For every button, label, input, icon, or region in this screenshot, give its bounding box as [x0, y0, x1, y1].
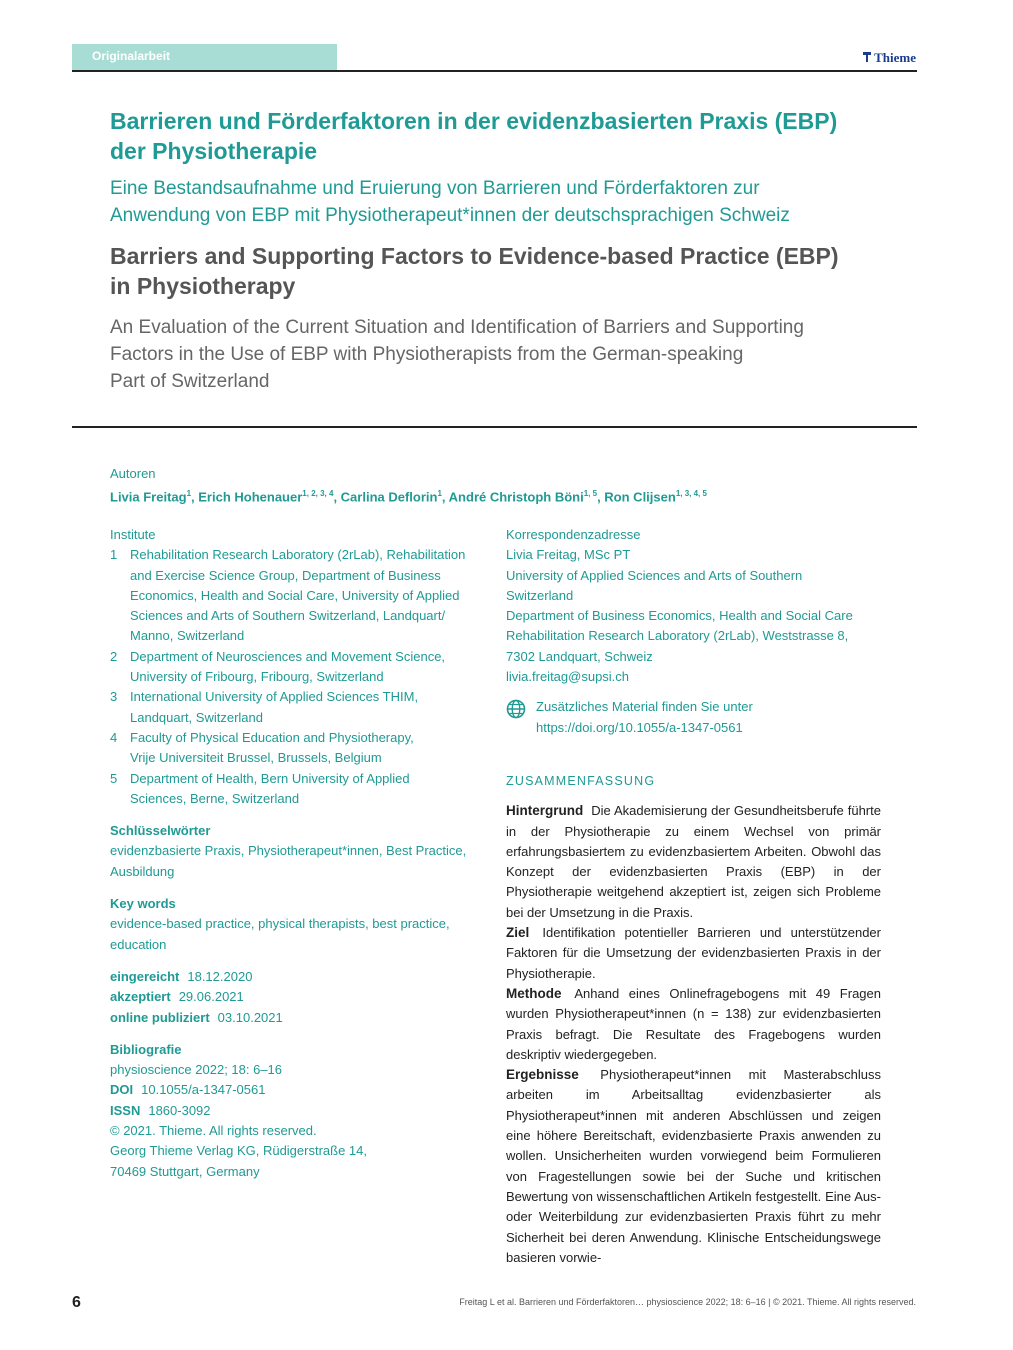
- keywords-de-label: Schlüsselwörter: [110, 823, 211, 839]
- institute-item: 2 Department of Neurosciences and Movement Science, University of Fribourg, Fribourg, Switzerland: [110, 648, 446, 685]
- correspondence-line: Rehabilitation Research Laboratory (2rLab), Weststrasse 8,: [506, 628, 849, 644]
- correspondence-line: Switzerland: [506, 587, 574, 603]
- correspondence-email-link[interactable]: livia.freitag@supsi.ch: [506, 669, 630, 685]
- accepted-date: akzeptiert 29.06.2021: [110, 989, 244, 1005]
- institutes-label: Institute: [110, 527, 156, 542]
- title-rule: [72, 426, 917, 428]
- authors-label: Autoren: [110, 466, 156, 481]
- correspondence-line: Department of Business Economics, Health and Social Care: [506, 608, 853, 624]
- bibliography-section: [110, 1040, 485, 1182]
- title-german: Barrieren und Förderfaktoren in der evidenzbasierten Praxis (EBP) der Physiotherapie: [110, 108, 838, 164]
- abstract-paragraph: Methode Anhand eines Onlinefragebogens mit 49 Fragen wurden Physiotherapeut*innen (n = 138) zur evidenzbasierten Praxis befragt. Die Resultate des Fragebogens wurden deskriptiv wiedergegeben.: [506, 985, 882, 1062]
- publisher-name: Thieme: [874, 50, 916, 65]
- correspondence-section: [506, 525, 881, 687]
- institute-item: 1 Rehabilitation Research Laboratory (2rLab), Rehabilitation and Exercise Science Group, Department of Business Economics, Health and Social Care, University of Applied Sciences and Arts of Southern Switzerland, Landquart/ Manno, Switzerland: [110, 547, 466, 644]
- institute-item: 4 Faculty of Physical Education and Physiotherapy, Vrije Universiteit Brussel, Brussels, Belgium: [110, 729, 414, 766]
- published-date: online publiziert 03.10.2021: [110, 1009, 283, 1025]
- correspondence-line: University of Applied Sciences and Arts of Southern: [506, 567, 803, 583]
- issn-line: ISSN 1860-3092: [110, 1102, 211, 1118]
- supplementary-link[interactable]: https://doi.org/10.1055/a-1347-0561: [536, 719, 743, 735]
- supplementary-text: Zusätzliches Material finden Sie unter: [536, 699, 753, 715]
- authors-list: Livia Freitag$^1$, Erich Hohenauer$^{1, 2, 3, 4}$, Carlina Deflorin$^1$, André Christoph Böni$^{1, 5}$, Ron Clijsen$^{1, 3, 4, 5}$: [110, 489, 707, 505]
- header-rule: [72, 70, 917, 72]
- content-column: [506, 525, 881, 1268]
- institute-item: 3 International University of Applied Sciences THIM, Landquart, Switzerland: [110, 689, 419, 725]
- institutes-section: [110, 525, 485, 809]
- page-number: 6: [72, 1294, 81, 1311]
- dates-section: [110, 967, 485, 1028]
- keywords-de-text: evidenzbasierte Praxis, Physiotherapeut*innen, Best Practice, Ausbildung: [110, 843, 467, 879]
- publisher-logo: [862, 50, 916, 66]
- doi-line: DOI 10.1055/a-1347-0561: [110, 1082, 266, 1098]
- abstract-heading: ZUSAMMENFASSUNG: [506, 773, 656, 788]
- correspondence-name: Livia Freitag, MSc PT: [506, 547, 631, 563]
- journal-citation: physioscience 2022; 18: 6–16: [110, 1062, 283, 1078]
- subtitle-english: An Evaluation of the Current Situation and Identification of Barriers and Supporting Factors in the Use of EBP with Physiotherapists from the German-speaking Part of Switzerland: [110, 317, 804, 392]
- thieme-logo-icon: [862, 51, 872, 63]
- title-english: Barriers and Supporting Factors to Evidence-based Practice (EBP) in Physiotherapy: [110, 243, 839, 299]
- subtitle-german: Eine Bestandsaufnahme und Eruierung von Barrieren und Förderfaktoren zur Anwendung von EBP mit Physiotherapeut*innen der deutschsprachigen Schweiz: [110, 178, 790, 226]
- supplementary-material: [506, 697, 881, 738]
- keywords-en-label: Key words: [110, 896, 176, 912]
- metadata-column: [110, 525, 485, 1194]
- keywords-en-text: evidence-based practice, physical therapists, best practice, education: [110, 916, 450, 952]
- keywords-de-section: [110, 821, 485, 882]
- correspondence-label: Korrespondenzadresse: [506, 527, 641, 542]
- copyright-line: © 2021. Thieme. All rights reserved.: [110, 1123, 317, 1139]
- globe-icon: [506, 699, 526, 719]
- keywords-en-section: [110, 894, 485, 955]
- institute-item: 5 Department of Health, Bern University of Applied Sciences, Berne, Switzerland: [110, 770, 410, 806]
- abstract-body: [506, 801, 881, 1268]
- bibliography-label: Bibliografie: [110, 1041, 182, 1057]
- correspondence-line: 7302 Landquart, Schweiz: [506, 648, 653, 664]
- section-badge: Originalarbeit: [72, 44, 337, 71]
- abstract-paragraph: Hintergrund Die Akademisierung der Gesundheitsberufe führte in der Physiotherapie zu einem Wechsel von primär erfahrungsbasiertem zu evidenzbasiertem Arbeiten. Obwohl das Konzept der evidenzbasierten Praxis (EBP) in der Physiotherapie weitgehend akzeptiert ist, zeigen sich Probleme bei der Umsetzung in die Praxis.: [506, 803, 881, 920]
- publisher-address: Georg Thieme Verlag KG, Rüdigerstraße 14, 70469 Stuttgart, Germany: [110, 1143, 367, 1179]
- footer-citation: Freitag L et al. Barrieren und Förderfaktoren… physioscience 2022; 18: 6–16 | © 2021. Thieme. All rights reserved.: [459, 1297, 916, 1307]
- received-date: eingereicht 18.12.2020: [110, 968, 253, 984]
- authors-block: [110, 464, 910, 507]
- abstract-paragraph: Ziel Identifikation potentieller Barrieren und unterstützender Faktoren für die Umsetzung der evidenzbasierten Praxis in der Physiotherapie.: [506, 925, 881, 981]
- abstract-paragraph: Ergebnisse Physiotherapeut*innen mit Masterabschluss arbeiten im Arbeitsalltag evidenzbasierter als Physiotherapeut*innen mit anderen Abschlüssen und zeigen eine höhere Bereitschaft, evidenzbasierte Praxis anwenden zu wollen. Unsicherheiten wurden vorwiegend beim Formulieren von Fragestellungen sowie bei der Suche und kritischen Bewertung von wissenschaftlichen Artikeln festgestellt. Eine Aus- oder Weiterbildung zur evidenzbasierten Praxis führt zu mehr Sicherheit bei deren Anwendung. Klinische Entscheidungswege basieren vorwie-: [506, 1067, 881, 1265]
